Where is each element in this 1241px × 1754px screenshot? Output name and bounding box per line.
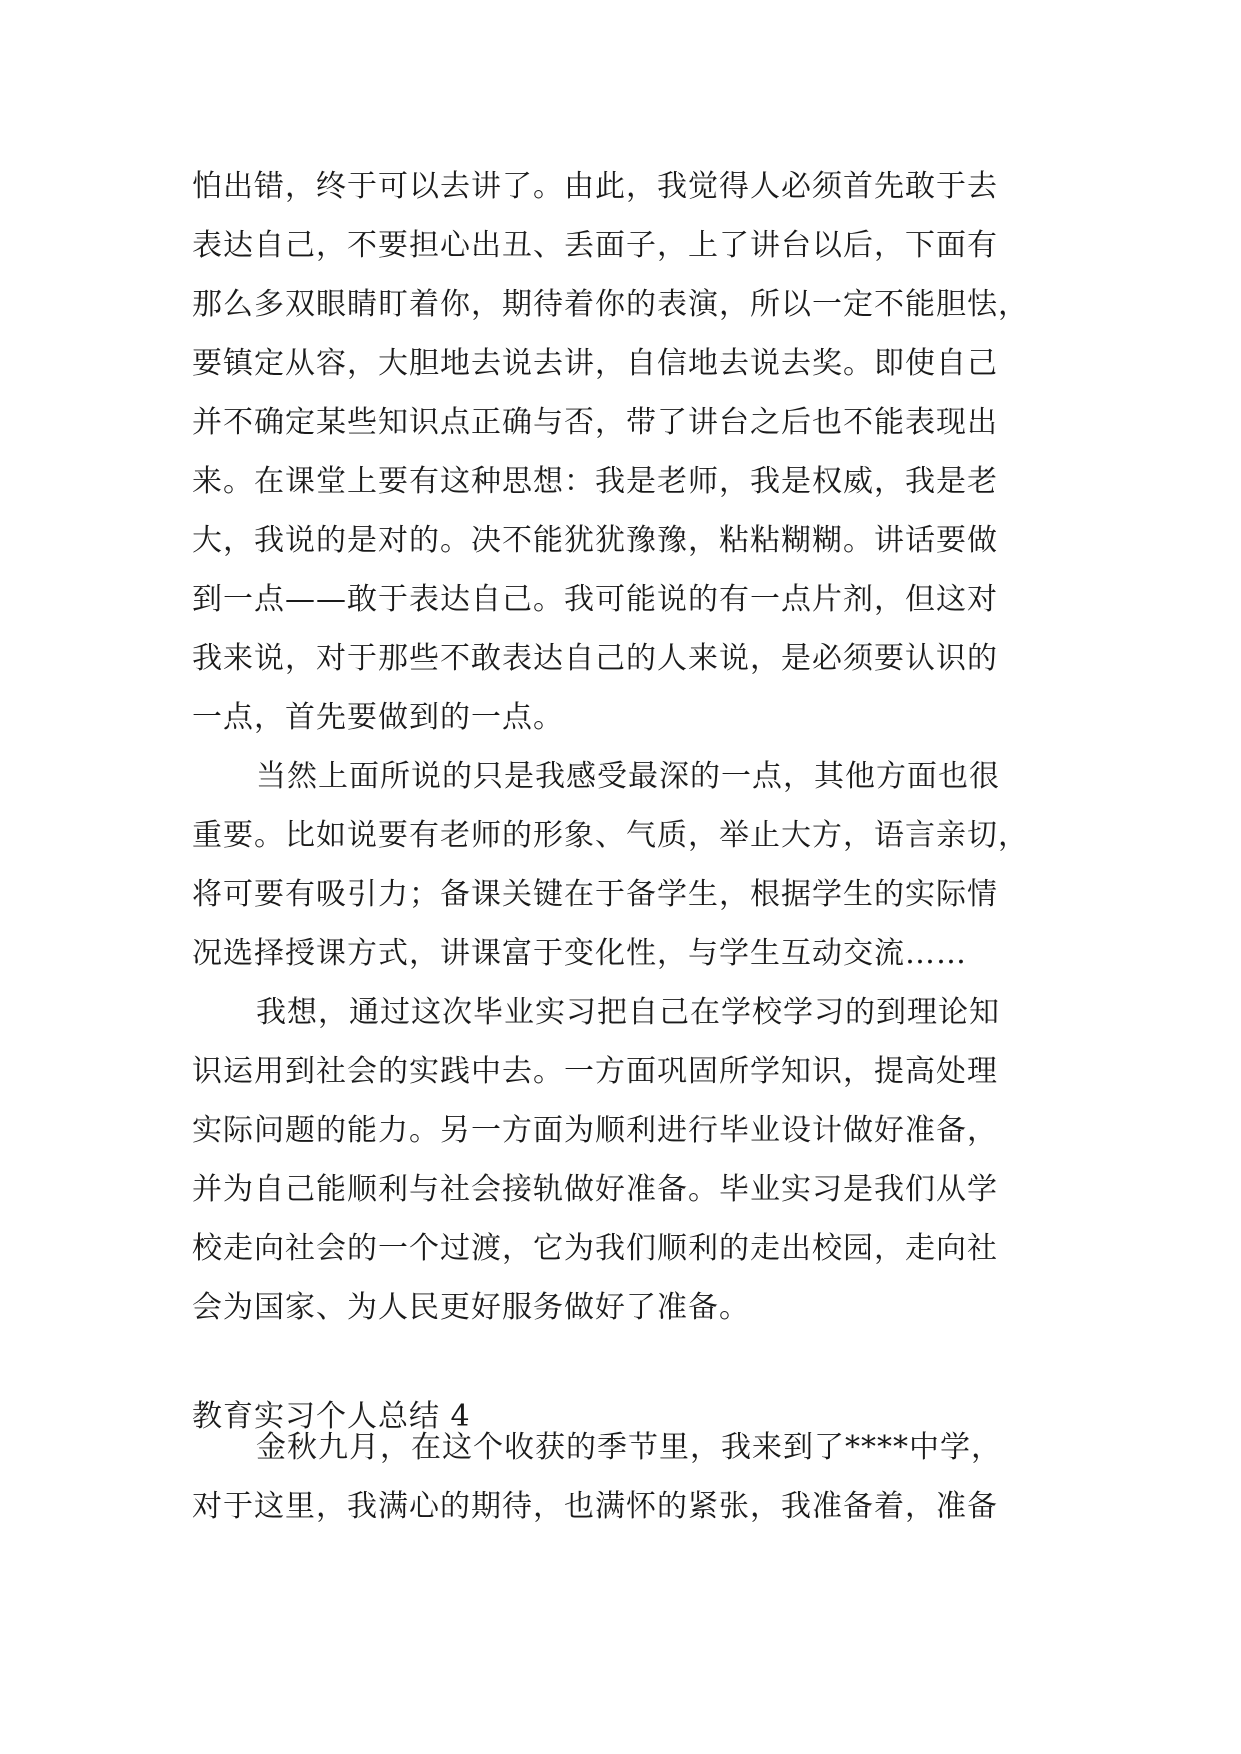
text-line: 表达自己，不要担心出丑、丢面子，上了讲台以后，下面有: [192, 228, 998, 263]
text-line: 将可要有吸引力；备课关键在于备学生，根据学生的实际情: [192, 877, 998, 912]
text-line: 会为国家、为人民更好服务做好了准备。: [192, 1290, 750, 1325]
text-line: 我想，通过这次毕业实习把自己在学校学习的到理论知: [256, 995, 1000, 1030]
text-line: 大，我说的是对的。决不能犹犹豫豫，粘粘糊糊。讲话要做: [192, 523, 998, 558]
text-line: 况选择授课方式，讲课富于变化性，与学生互动交流……: [192, 936, 967, 971]
text-line: 校走向社会的一个过渡，它为我们顺利的走出校园，走向社: [192, 1231, 998, 1266]
text-line: 重要。比如说要有老师的形象、气质，举止大方，语言亲切，: [192, 818, 1029, 853]
text-line: 识运用到社会的实践中去。一方面巩固所学知识，提高处理: [192, 1054, 998, 1089]
text-line: 对于这里，我满心的期待，也满怀的紧张，我准备着，准备: [192, 1489, 998, 1524]
text-line: 并为自己能顺利与社会接轨做好准备。毕业实习是我们从学: [192, 1172, 998, 1207]
text-line: 来。在课堂上要有这种思想：我是老师，我是权威，我是老: [192, 464, 998, 499]
text-line: 怕出错，终于可以去讲了。由此，我觉得人必须首先敢于去: [192, 169, 998, 204]
text-line: 一点，首先要做到的一点。: [192, 700, 564, 735]
section-heading: 教育实习个人总结 4: [192, 1399, 471, 1434]
text-line: 金秋九月，在这个收获的季节里，我来到了****中学，: [256, 1430, 1002, 1465]
section-body-text: [192, 1418, 1072, 1536]
text-line: 那么多双眼睛盯着你，期待着你的表演，所以一定不能胆怯，: [192, 287, 1029, 322]
text-line: 我来说，对于那些不敢表达自己的人来说，是必须要认识的: [192, 641, 998, 676]
text-line: 实际问题的能力。另一方面为顺利进行毕业设计做好准备，: [192, 1113, 998, 1148]
body-text: [192, 157, 1072, 1337]
text-line: 并不确定某些知识点正确与否，带了讲台之后也不能表现出: [192, 405, 998, 440]
text-line: 到一点——敢于表达自己。我可能说的有一点片剂，但这对: [192, 582, 998, 617]
text-line: 当然上面所说的只是我感受最深的一点，其他方面也很: [256, 759, 1000, 794]
text-line: 要镇定从容，大胆地去说去讲，自信地去说去奖。即使自己: [192, 346, 998, 381]
